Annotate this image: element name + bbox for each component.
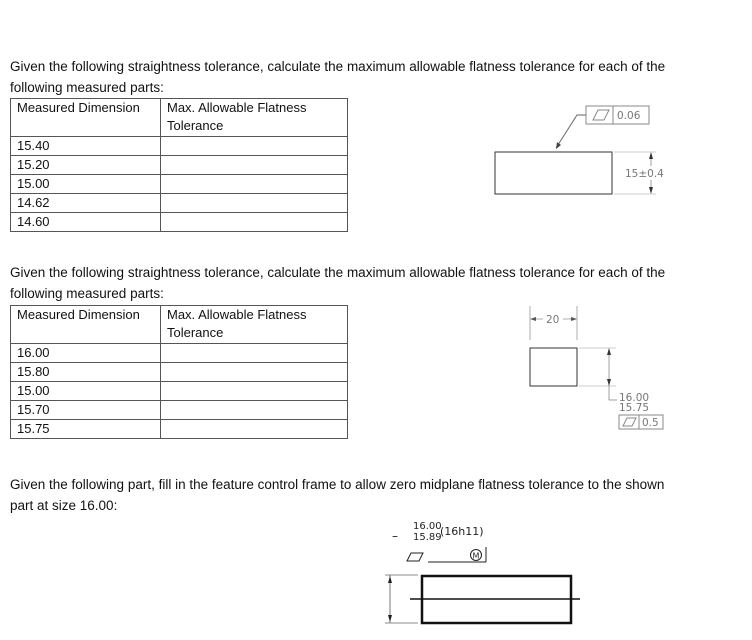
table-row: [11, 344, 348, 363]
measured-value: 15.75: [11, 420, 161, 439]
measured-value: 15.80: [11, 363, 161, 382]
dim-arrow-down-icon: [649, 187, 653, 194]
flatness-symbol-icon: [407, 553, 423, 561]
column-header-measured: Measured Dimension: [11, 306, 161, 344]
table-row: [11, 420, 348, 439]
fcf-value: 0.5: [642, 417, 659, 429]
question-1-drawing: [480, 96, 690, 206]
answer-cell[interactable]: [161, 137, 348, 156]
answer-cell[interactable]: [161, 363, 348, 382]
dim-upper-limit: 16.00: [413, 521, 442, 532]
leader-arrow-icon: [556, 142, 561, 149]
part-outline: [530, 348, 577, 386]
table-row: [11, 213, 348, 232]
measured-value: 16.00: [11, 344, 161, 363]
question-1-prompt: Given the following straightness tolerance, calculate the maximum allowable flatness tolerance for each of the following measured parts:: [10, 59, 666, 95]
table-row: [11, 175, 348, 194]
measured-value: 15.00: [11, 382, 161, 401]
height-lower-limit: 15.75: [619, 402, 650, 414]
question-2-drawing: [520, 300, 680, 435]
part-outline: [495, 152, 612, 194]
table-row: [11, 156, 348, 175]
answer-cell[interactable]: [161, 420, 348, 439]
answer-cell[interactable]: [161, 382, 348, 401]
table-row: [11, 137, 348, 156]
answer-cell[interactable]: [161, 213, 348, 232]
mmc-modifier-letter: M: [472, 551, 480, 561]
question-3-drawing: [380, 515, 590, 635]
column-header-flatness: Max. Allowable Flatness Tolerance: [161, 99, 348, 137]
height-upper-limit: 16.00: [619, 392, 650, 404]
answer-cell[interactable]: [161, 194, 348, 213]
answer-cell[interactable]: [161, 401, 348, 420]
measured-value: 15.40: [11, 137, 161, 156]
column-header-flatness: Max. Allowable Flatness Tolerance: [161, 306, 348, 344]
width-dimension-label: 20: [546, 314, 560, 326]
flatness-symbol-icon: [623, 418, 636, 426]
table-row: [11, 363, 348, 382]
fit-class-label: (16h11): [440, 525, 484, 538]
table-header-row: [11, 306, 348, 344]
measured-value: 15.70: [11, 401, 161, 420]
dim-arrow-down-icon: [607, 379, 611, 386]
answer-cell[interactable]: [161, 175, 348, 194]
dim-arrow-up-icon: [388, 576, 392, 583]
dash-symbol: –: [392, 529, 398, 543]
leader-line: [556, 115, 586, 148]
question-1-table: [10, 98, 348, 232]
measured-value: 14.60: [11, 213, 161, 232]
answer-cell[interactable]: [161, 344, 348, 363]
measured-value: 15.20: [11, 156, 161, 175]
answer-cell[interactable]: [161, 156, 348, 175]
measured-value: 15.00: [11, 175, 161, 194]
flatness-symbol-icon: [593, 110, 609, 120]
dimension-label: 15±0.4: [625, 168, 664, 180]
column-header-measured: Measured Dimension: [11, 99, 161, 137]
table-row: [11, 401, 348, 420]
measured-value: 14.62: [11, 194, 161, 213]
question-2-table: [10, 305, 348, 439]
question-2-prompt: Given the following straightness tolerance, calculate the maximum allowable flatness tolerance for each of the following measured parts:: [10, 265, 666, 301]
dim-arrow-left-icon: [530, 317, 536, 321]
dim-lower-limit: 15.89: [413, 532, 442, 543]
dim-arrow-up-icon: [649, 152, 653, 159]
table-row: [11, 194, 348, 213]
table-row: [11, 382, 348, 401]
dim-arrow-down-icon: [388, 615, 392, 622]
question-3-prompt: Given the following part, fill in the feature control frame to allow zero midplane flatness tolerance to the shown part at size 16.00:: [10, 477, 665, 513]
fcf-value: 0.06: [617, 110, 641, 122]
dim-arrow-right-icon: [571, 317, 577, 321]
table-header-row: [11, 99, 348, 137]
dim-arrow-up-icon: [607, 348, 611, 355]
